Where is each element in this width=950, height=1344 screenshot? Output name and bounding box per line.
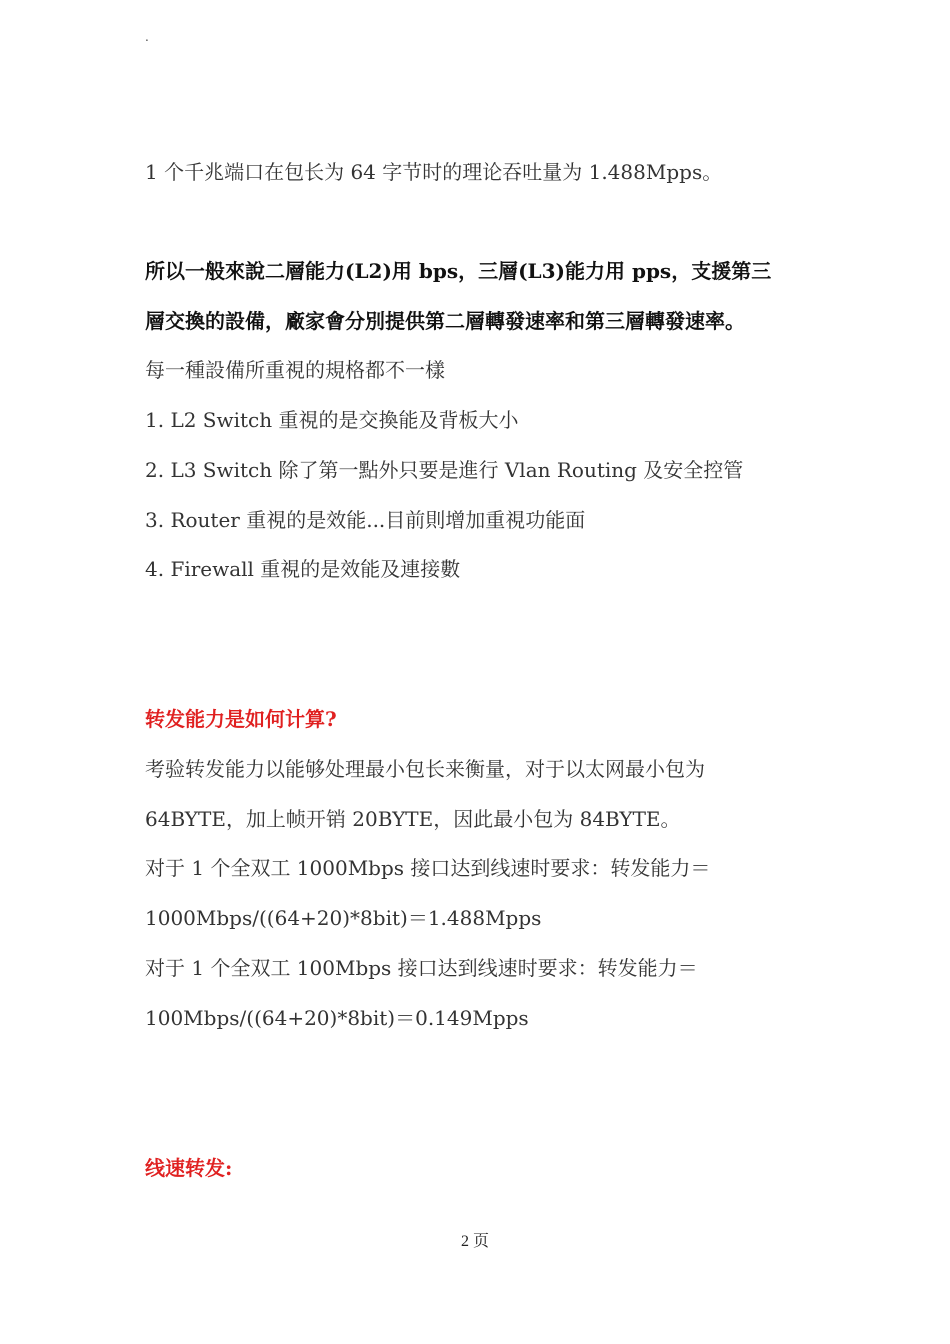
list-item-firewall: 4. Firewall 重視的是效能及連接數 [145,557,461,581]
list-item-router: 3. Router 重視的是效能...目前則增加重視功能面 [145,508,586,532]
paragraph-throughput: 1 个千兆端口在包长为 64 字节时的理论吞吐量为 1.488Mpps。 [145,160,723,184]
formula-1000mbps: 1000Mbps/((64+20)*8bit)＝1.488Mpps [145,906,542,930]
heading-forwarding-calc: 转发能力是如何计算? [145,707,337,731]
heading-line-rate: 线速转发: [145,1156,233,1180]
paragraph-specs-intro: 每一種設備所重視的規格都不一樣 [145,358,445,382]
paragraph-forwarding-1: 考验转发能力以能够处理最小包长来衡量，对于以太网最小包为 [145,757,705,781]
paragraph-forwarding-2: 64BYTE，加上帧开销 20BYTE，因此最小包为 84BYTE。 [145,807,681,831]
page-number: 2 页 [460,1233,489,1250]
list-item-l3-switch: 2. L3 Switch 除了第一點外只要是進行 Vlan Routing 及安全控管 [145,458,744,482]
list-item-l2-switch: 1. L2 Switch 重視的是交換能及背板大小 [145,408,519,432]
paragraph-bold-l2-l3-1: 所以一般來說二層能力(L2)用 bps，三層(L3)能力用 pps，支援第三 [145,259,772,283]
paragraph-1000mbps: 对于 1 个全双工 1000Mbps 接口达到线速时要求：转发能力＝ [145,856,711,880]
header-dot: . [145,30,149,44]
paragraph-bold-l2-l3-2: 層交換的設備，廠家會分別提供第二層轉發速率和第三層轉發速率。 [145,309,745,333]
formula-100mbps: 100Mbps/((64+20)*8bit)＝0.149Mpps [145,1006,529,1030]
paragraph-100mbps: 对于 1 个全双工 100Mbps 接口达到线速时要求：转发能力＝ [145,956,698,980]
